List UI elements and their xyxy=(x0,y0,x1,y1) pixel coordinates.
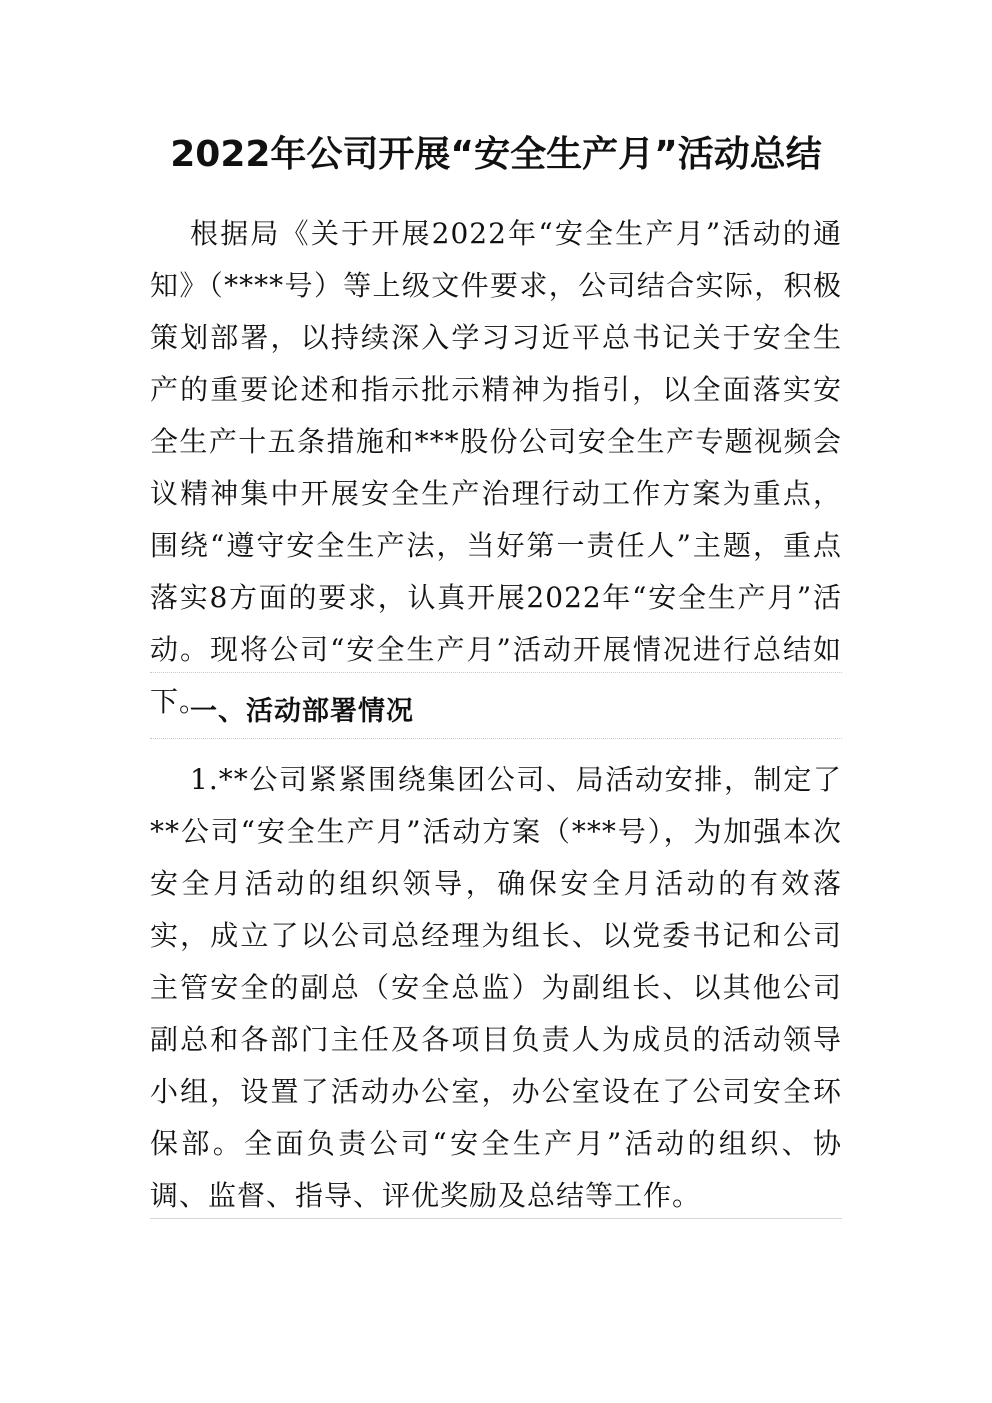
divider xyxy=(150,672,842,673)
intro-paragraph: 根据局《关于开展2022年“安全生产月”活动的通知》（****号）等上级文件要求，公司结合实际，积极策划部署，以持续深入学习习近平总书记关于安全生产的重要论述和指示批示精神为指引，以全面落实安全生产十五条措施和***股份公司安全生产专题视频会议精神集中开展安全生产治理行动工作方案为重点，围绕“遵守安全生产法，当好第一责任人”主题，重点落实8方面的要求，认真开展2022年“安全生产月”活动。现将公司“安全生产月”活动开展情况进行总结如下。 xyxy=(150,217,842,718)
divider xyxy=(150,1218,842,1219)
section-paragraph: 1.**公司紧紧围绕集团公司、局活动安排，制定了**公司“安全生产月”活动方案（***号），为加强本次安全月活动的组织领导，确保安全月活动的有效落实，成立了以公司总经理为组长、以党委书记和公司主管安全的副总（安全总监）为副组长、以其他公司副总和各部门主任及各项目负责人为成员的活动领导小组，设置了活动办公室，办公室设在了公司安全环保部。全面负责公司“安全生产月”活动的组织、协调、监督、指导、评优奖励及总结等工作。 xyxy=(150,763,842,1212)
document-title: 2022年公司开展“安全生产月”活动总结 xyxy=(170,134,822,175)
section-heading: 一、活动部署情况 xyxy=(190,696,414,727)
divider xyxy=(150,738,842,739)
